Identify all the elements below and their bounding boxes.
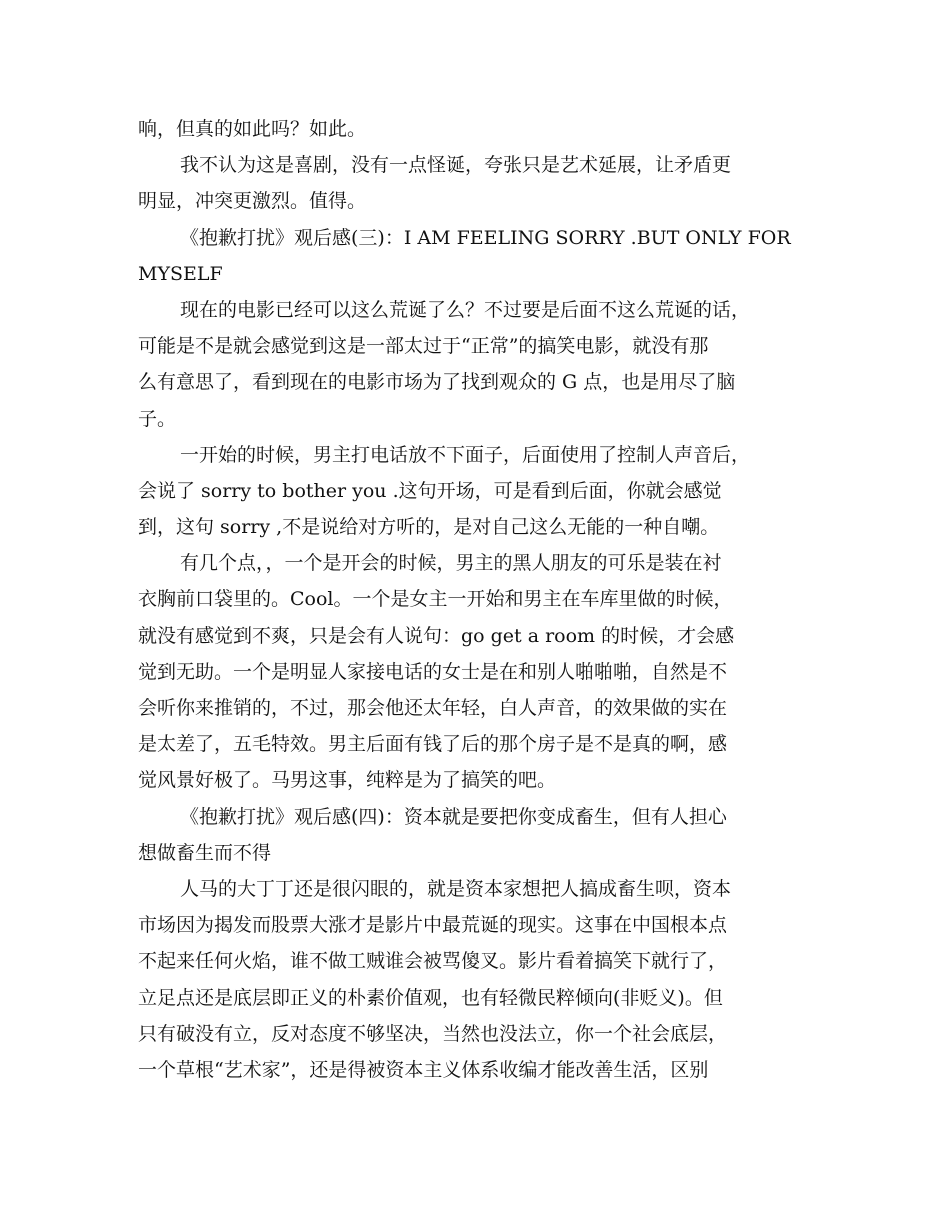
text-line: 人马的大丁丁还是很闪眼的，就是资本家想把人搞成畜生呗，资本 xyxy=(180,877,732,900)
text-line: 衣胸前口袋里的。Cool。一个是女主一开始和男主在车库里做的时候， xyxy=(138,588,733,611)
text-line: 就没有感觉到不爽，只是会有人说句：go get a room 的时候，才会感 xyxy=(138,624,735,647)
text-line: 只有破没有立，反对态度不够坚决，当然也没法立，你一个社会底层， xyxy=(138,1022,728,1045)
text-line: 立足点还是底层即正义的朴素价值观，也有轻微民粹倾向(非贬义)。但 xyxy=(138,986,723,1009)
text-line: MYSELF xyxy=(138,262,223,285)
text-line: 是太差了，五毛特效。男主后面有钱了后的那个房子是不是真的啊，感 xyxy=(138,733,728,756)
text-line: 我不认为这是喜剧，没有一点怪诞，夸张只是艺术延展，让矛盾更 xyxy=(180,154,732,177)
text-line: 现在的电影已经可以这么荒诞了么？不过要是后面不这么荒诞的话， xyxy=(180,298,751,321)
text-line: 会听你来推销的，不过，那会他还太年轻，白人声音，的效果做的实在 xyxy=(138,697,728,719)
text-line: 《抱歉打扰》观后感(三)：I AM FEELING SORRY .BUT ONLY FOR xyxy=(180,226,791,249)
text-line: 觉风景好极了。马男这事，纯粹是为了搞笑的吧。 xyxy=(138,769,557,792)
text-line: 可能是不是就会感觉到这是一部太过于“正常”的搞笑电影，就没有那 xyxy=(138,335,709,358)
text-line: 市场因为揭发而股票大涨才是影片中最荒诞的现实。这事在中国根本点 xyxy=(138,914,728,937)
text-line: 子。 xyxy=(138,407,177,430)
text-line: 响，但真的如此吗？如此。 xyxy=(138,118,367,140)
text-line: 不起来任何火焰，谁不做工贼谁会被骂傻叉。影片看着搞笑下就行了， xyxy=(138,950,728,973)
text-line: 到，这句 sorry ,不是说给对方听的，是对自己这么无能的一种自嘲。 xyxy=(138,516,720,539)
body-text xyxy=(138,111,814,1088)
text-line: 有几个点，，一个是开会的时候，男主的黑人朋友的可乐是装在衬 xyxy=(180,552,722,575)
text-line: 会说了 sorry to bother you .这句开场，可是看到后面，你就会感觉 xyxy=(138,479,722,502)
text-line: 觉到无助。一个是明显人家接电话的女士是在和别人啪啪啪，自然是不 xyxy=(138,660,728,683)
text-line: 明显，冲突更激烈。值得。 xyxy=(138,190,367,213)
text-line: 想做畜生而不得 xyxy=(138,841,272,864)
text-line: 么有意思了，看到现在的电影市场为了找到观众的 G 点，也是用尽了脑 xyxy=(138,371,736,394)
text-line: 《抱歉打扰》观后感(四)：资本就是要把你变成畜生，但有人担心 xyxy=(180,805,727,828)
text-line: 一开始的时候，男主打电话放不下面子，后面使用了控制人声音后， xyxy=(180,443,751,466)
text-line: 一个草根“艺术家”，还是得被资本主义体系收编才能改善生活，区别 xyxy=(138,1058,709,1081)
